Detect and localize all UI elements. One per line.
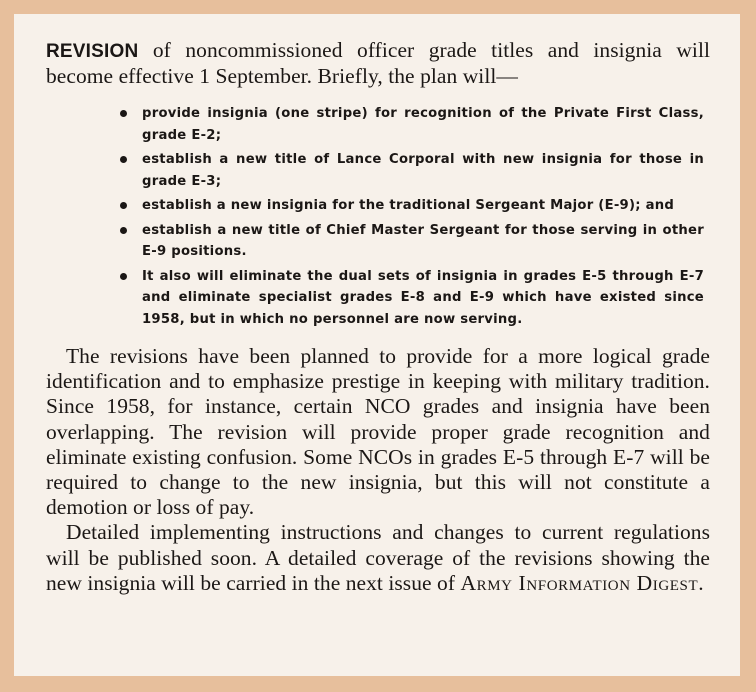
bullet-item — [120, 220, 704, 263]
body-paragraph-1: The revisions have been planned to provide for a more logical grade identification and to emphasize prestige in keeping with military tradition. Since 1958, for instance, certain NCO grades and insignia have been overlapping. The revision will provide proper grade recognition and eliminate existing confusion. Some NCOs in grades E-5 through E-7 will be required to change to the new insignia, but this will not constitute a demotion or loss of pay. — [46, 344, 710, 520]
bullet-text: establish a new title of Lance Corporal with new insignia for those in grade E-3; — [142, 152, 704, 189]
bullet-text: It also will eliminate the dual sets of insignia in grades E-5 through E-7 and eliminate specialist grades E-8 and E-9 which have existed since 1958, but in which no personnel are now serving. — [142, 268, 704, 327]
paragraph-2-end: . — [698, 570, 704, 595]
notice-panel — [14, 14, 740, 676]
bullet-item — [120, 103, 704, 146]
body-paragraph-2 — [46, 520, 710, 596]
bullet-text: establish a new insignia for the traditional Sergeant Major (E-9); and — [142, 198, 675, 213]
bullet-dot-icon — [120, 273, 127, 280]
plan-bullet-list — [46, 103, 710, 330]
publication-title: Army Information Digest — [460, 570, 699, 595]
bullet-text: provide insignia (one stripe) for recognition of the Private First Class, grade E-2; — [142, 106, 704, 143]
bullet-item — [120, 195, 704, 217]
bullet-dot-icon — [120, 227, 127, 234]
bullet-dot-icon — [120, 156, 127, 163]
bullet-dot-icon — [120, 202, 127, 209]
lead-text: of noncommissioned officer grade titles and insignia will become effective 1 September. Briefly, the plan will— — [46, 38, 710, 88]
lead-paragraph — [46, 38, 710, 89]
lead-keyword: REVISION — [46, 41, 139, 62]
bullet-dot-icon — [120, 110, 127, 117]
bullet-item — [120, 149, 704, 192]
bullet-text: establish a new title of Chief Master Sergeant for those serving in other E-9 positions. — [142, 222, 704, 259]
paragraph-2-text: Detailed implementing instructions and changes to current regulations will be published soon. A detailed coverage of the revisions showing the new insignia will be carried in the next issue of — [46, 520, 710, 595]
bullet-item — [120, 266, 704, 331]
